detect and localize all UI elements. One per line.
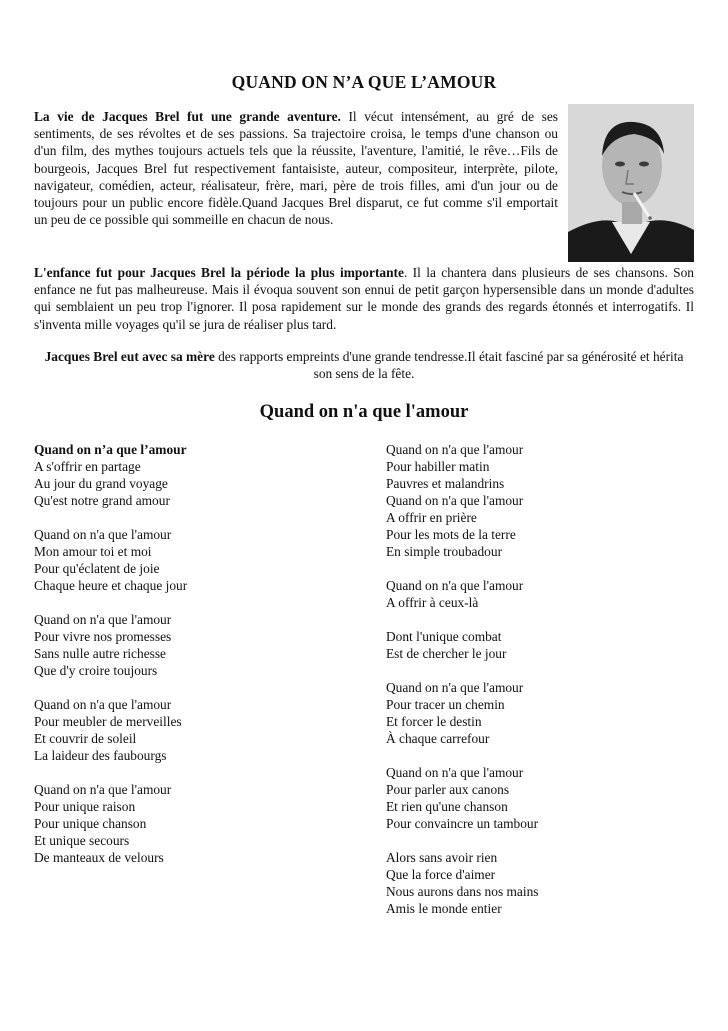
lyric-line: De manteaux de velours [34, 850, 164, 865]
lyric-line [34, 509, 364, 526]
lyric-line: Et forcer le destin [386, 714, 482, 729]
lyric-line: A s'offrir en partage [34, 459, 141, 474]
lyric-line: Sans nulle autre richesse [34, 646, 167, 661]
lyrics-left-column [34, 441, 364, 866]
lyric-line [34, 679, 364, 696]
intro-text: Il vécut intensément, au gré de ses sentiments, de ses révoltes et de ses passions. Sa trajectoire croisa, le temps d'une chanson ou d'un film, des mythes toujours actuels tels que la réussite, l'aventure, l'amitié, le rêve…Fils de bourgeois, Jacques Brel fut respectivement fantaisiste, auteur, compositeur, interprète, pilote, navigateur, comédien, acteur, réalisateur, frère, mari, père de trois filles, ami d'un jour ou de toujours pour un public encore fidèle.Quand Jacques Brel disparut, ce fut comme s'il emportait un peu de ce possible qui sommeille en chacun de nous. [34, 109, 558, 228]
lyric-line: Quand on n’a que l’amour [34, 442, 187, 457]
intro-paragraph [34, 108, 558, 228]
lyric-line: Au jour du grand voyage [34, 476, 168, 491]
lyric-line: Quand on n'a que l'amour [34, 612, 172, 627]
lyric-line: Est de chercher le jour [386, 646, 507, 661]
song-title: Quand on n'a que l'amour [259, 402, 469, 422]
childhood-text: . Il la chantera dans plusieurs de ses chansons. Son enfance ne fut pas malheureuse. Mais il évoqua souvent son ennui de petit garçon hypersensible dans un monde d'adultes qui semblaient un peu trop l'ignorer. Il posa rapidement sur le monde des grands des regards étonnés et interrogatifs. Il s'inventa mille voyages qu'il se jura de réaliser plus tard. [34, 265, 695, 332]
lyric-line [386, 611, 706, 628]
lyric-line: Quand on n'a que l'amour [34, 782, 172, 797]
lyric-line: Et couvrir de soleil [34, 731, 137, 746]
lyric-line: A offrir à ceux-là [386, 595, 479, 610]
lyric-line: Pour unique chanson [34, 816, 147, 831]
lyric-line: Pour convaincre un tambour [386, 816, 539, 831]
lyric-line: Que d'y croire toujours [34, 663, 158, 678]
lyric-line [386, 560, 706, 577]
lyric-line: Qu'est notre grand amour [34, 493, 170, 508]
lyric-line: Amis le monde entier [386, 901, 502, 916]
lyric-line: Pour unique raison [34, 799, 136, 814]
lyric-line: Pour habiller matin [386, 459, 490, 474]
mother-paragraph [34, 348, 694, 382]
lyrics-right-column [386, 441, 706, 917]
lyric-line: En simple troubadour [386, 544, 503, 559]
lyric-line [386, 832, 706, 849]
intro-bold-lead: La vie de Jacques Brel fut une grande aventure. [34, 109, 341, 124]
lyric-line: Pour vivre nos promesses [34, 629, 172, 644]
lyric-line: Et unique secours [34, 833, 130, 848]
lyric-line: Quand on n'a que l'amour [386, 442, 524, 457]
lyric-line: À chaque carrefour [386, 731, 490, 746]
lyric-line: Que la force d'aimer [386, 867, 496, 882]
lyric-line: Pour tracer un chemin [386, 697, 505, 712]
lyric-line: Quand on n'a que l'amour [386, 578, 524, 593]
lyric-line [386, 747, 706, 764]
childhood-paragraph [34, 264, 694, 333]
portrait-illustration [568, 104, 694, 262]
mother-text: des rapports empreints d'une grande tendresse.Il était fasciné par sa générosité et hérita son sens de la fête. [214, 349, 684, 382]
lyric-line [34, 594, 364, 611]
lyric-line: Pour parler aux canons [386, 782, 510, 797]
lyric-line: Quand on n'a que l'amour [386, 765, 524, 780]
mother-bold-lead: Jacques Brel eut avec sa mère [44, 349, 215, 364]
lyric-line: Pour qu'éclatent de joie [34, 561, 160, 576]
jacques-brel-portrait-photo [568, 104, 694, 262]
lyric-line: La laideur des faubourgs [34, 748, 167, 763]
lyric-line: Quand on n'a que l'amour [34, 527, 172, 542]
lyric-line: Quand on n'a que l'amour [386, 680, 524, 695]
lyric-line [386, 662, 706, 679]
lyric-line: Dont l'unique combat [386, 629, 502, 644]
childhood-bold-lead: L'enfance fut pour Jacques Brel la période la plus importante [34, 265, 404, 280]
lyric-line: Pauvres et malandrins [386, 476, 505, 491]
lyric-line: Mon amour toi et moi [34, 544, 152, 559]
lyric-line [34, 764, 364, 781]
lyric-line: Pour les mots de la terre [386, 527, 516, 542]
lyric-line: Nous aurons dans nos mains [386, 884, 539, 899]
lyric-line: Alors sans avoir rien [386, 850, 498, 865]
lyric-line: A offrir en prière [386, 510, 477, 525]
lyric-line: Et rien qu'une chanson [386, 799, 508, 814]
lyric-line: Quand on n'a que l'amour [34, 697, 172, 712]
page-title: QUAND ON N’A QUE L’AMOUR [231, 72, 497, 92]
lyric-line: Quand on n'a que l'amour [386, 493, 524, 508]
lyric-line: Pour meubler de merveilles [34, 714, 182, 729]
lyric-line: Chaque heure et chaque jour [34, 578, 188, 593]
